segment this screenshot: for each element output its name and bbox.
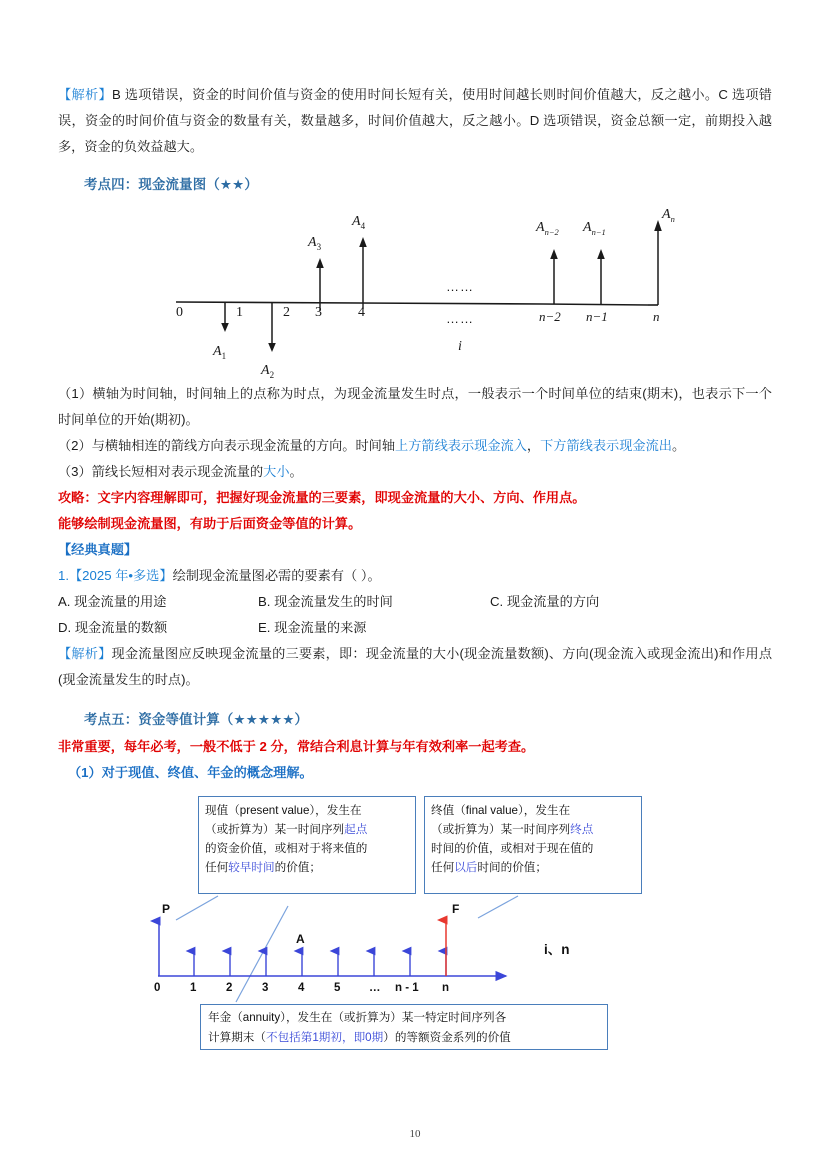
point-2: （2）与横轴相连的箭线方向表示现金流量的方向。时间轴上方箭线表示现金流入，下方箭线表示现金流出。 <box>58 438 686 453</box>
tick-label-4: 4 <box>358 305 365 320</box>
tick-label-3: 3 <box>315 305 322 320</box>
pv-line-1: 现值（present value），发生在 <box>205 804 362 817</box>
tick-label-1: 1 <box>236 305 243 320</box>
option-D[interactable]: D. 现金流量的数额 <box>58 620 168 635</box>
analysis-body: B 选项错误，资金的时间价值与资金的使用时间长短有关，使用时间越长则时间价值越大，反之越小。C 选项错误，资金的时间价值与资金的数量有关，数量越多，时间价值越大，反之越小。D 选项错误，资金总额一定，前期投入越多，资金的负效益越大。 <box>58 87 772 154</box>
final-value-box <box>424 796 642 894</box>
question-1 <box>58 563 772 589</box>
cash-flow-diagram <box>58 199 772 380</box>
tick-label-2: 2 <box>283 305 290 320</box>
label-A: A <box>296 932 305 946</box>
pv-line-4: 任何较早时间的价值； <box>205 861 321 874</box>
label-An: $A_n$ <box>662 207 675 224</box>
heading-kaodian-4: 考点四：现金流量图（★★） <box>84 177 258 192</box>
label-i-n: i、n <box>544 942 570 957</box>
strategy-line-1: 攻略：文字内容理解即可，把握好现金流量的三要素，即现金流量的大小、方向、作用点。 <box>58 490 586 505</box>
options-row-2-spacer <box>490 615 772 641</box>
analysis-paragraph-2 <box>58 641 772 693</box>
question-1-tag: 【2025 年•多选】 <box>69 568 173 583</box>
label-interest-rate: i <box>458 339 462 354</box>
annuity-highlight-exclusion: 不包括第1期初，即0期 <box>265 1031 384 1044</box>
tl-tick-n: n <box>442 982 450 994</box>
point-2-highlight-inflow: 上方箭线表示现金流入 <box>395 438 527 453</box>
tl-tick-n-1: n - 1 <box>395 982 419 994</box>
tick-label-n: n <box>653 309 660 324</box>
kaodian-5-sub-1: （1）对于现值、终值、年金的概念理解。 <box>68 765 313 780</box>
fv-line-2: （或折算为）某一时间序列终点 <box>431 823 594 836</box>
pv-line-3: 的资金价值，或相对于将来值的 <box>205 842 368 855</box>
fv-highlight-after: 以后 <box>454 861 478 874</box>
tl-tick-2: 2 <box>226 982 233 994</box>
point-3-highlight-magnitude: 大小 <box>263 464 290 479</box>
pv-highlight-start: 起点 <box>344 823 368 836</box>
option-B[interactable]: B. 现金流量发生的时间 <box>258 594 393 609</box>
annuity-line-2: 计算期末（不包括第1期初，即0期）的等额资金系列的价值 <box>208 1031 511 1044</box>
label-An-2: $A_{n-2}$ <box>536 220 559 237</box>
classic-questions-label: 【经典真题】 <box>58 542 138 557</box>
ellipsis-lower: …… <box>446 311 474 326</box>
option-C[interactable]: C. 现金流量的方向 <box>490 594 600 609</box>
label-An-1: $A_{n-1}$ <box>583 220 606 237</box>
label-P: P <box>162 902 171 916</box>
present-value-box <box>198 796 416 894</box>
pv-line-2: （或折算为）某一时间序列起点 <box>205 823 368 836</box>
tick-label-0: 0 <box>176 305 183 320</box>
page-number: 10 <box>409 1128 421 1140</box>
point-1: （1）横轴为时间轴，时间轴上的点称为时点，为现金流量发生时点，一般表示一个时间单位的结束(期末)，也表示下一个时间单位的开始(期初)。 <box>58 386 772 427</box>
concept-diagram <box>58 796 772 1076</box>
strategy-line-2: 能够绘制现金流量图，有助于后面资金等值的计算。 <box>58 516 362 531</box>
heading-kaodian-5: 考点五：资金等值计算（★★★★★） <box>84 712 309 727</box>
tick-label-n-2: n−2 <box>539 309 561 324</box>
tl-tick-5: 5 <box>334 982 341 994</box>
fv-line-4: 任何以后时间的价值； <box>431 861 547 874</box>
tick-label-n-1: n−1 <box>586 309 608 324</box>
annuity-box <box>200 1004 608 1050</box>
fv-line-1: 终值（final value），发生在 <box>431 804 571 817</box>
tl-tick-1: 1 <box>190 982 197 994</box>
tl-tick-0: 0 <box>154 982 161 994</box>
label-F: F <box>452 902 460 916</box>
options-row-1 <box>58 589 772 615</box>
fv-line-3: 时间的价值，或相对于现在值的 <box>431 842 594 855</box>
ellipsis-upper: …… <box>446 279 474 294</box>
options-row-2 <box>58 615 772 641</box>
label-A2: $A_2$ <box>261 363 275 380</box>
point-3: （3）箭线长短相对表示现金流量的大小。 <box>58 464 303 479</box>
question-1-number: 1. <box>58 568 69 583</box>
option-E[interactable]: E. 现金流量的来源 <box>258 620 367 635</box>
analysis-2-body: 现金流量图应反映现金流量的三要素，即：现金流量的大小(现金流量数额)、方向(现金流入或现金流出)和作用点(现金流量发生的时点)。 <box>58 646 773 687</box>
tl-tick-4: 4 <box>298 982 305 994</box>
point-2-highlight-outflow: 下方箭线表示现金流出 <box>540 438 672 453</box>
fv-highlight-end: 终点 <box>570 823 594 836</box>
tl-tick-3: 3 <box>262 982 269 994</box>
option-A[interactable]: A. 现金流量的用途 <box>58 594 167 609</box>
tl-tick-ellipsis: … <box>369 982 381 994</box>
page-content <box>58 82 772 1076</box>
question-1-text: 绘制现金流量图必需的要素有（ ）。 <box>172 568 381 583</box>
label-A3: $A_3$ <box>308 235 322 252</box>
kaodian-5-note: 非常重要，每年必考，一般不低于 2 分，常结合利息计算与年有效利率一起考查。 <box>58 739 535 754</box>
analysis-paragraph-1 <box>58 82 772 160</box>
annuity-line-1: 年金（annuity），发生在（或折算为）某一特定时间序列各 <box>208 1011 507 1024</box>
label-A1: $A_1$ <box>213 344 227 361</box>
analysis-tag: 【解析】 <box>58 87 112 102</box>
pv-highlight-earlier: 较早时间 <box>228 861 275 874</box>
label-A4: $A_4$ <box>352 214 366 231</box>
analysis-2-tag: 【解析】 <box>58 646 112 661</box>
